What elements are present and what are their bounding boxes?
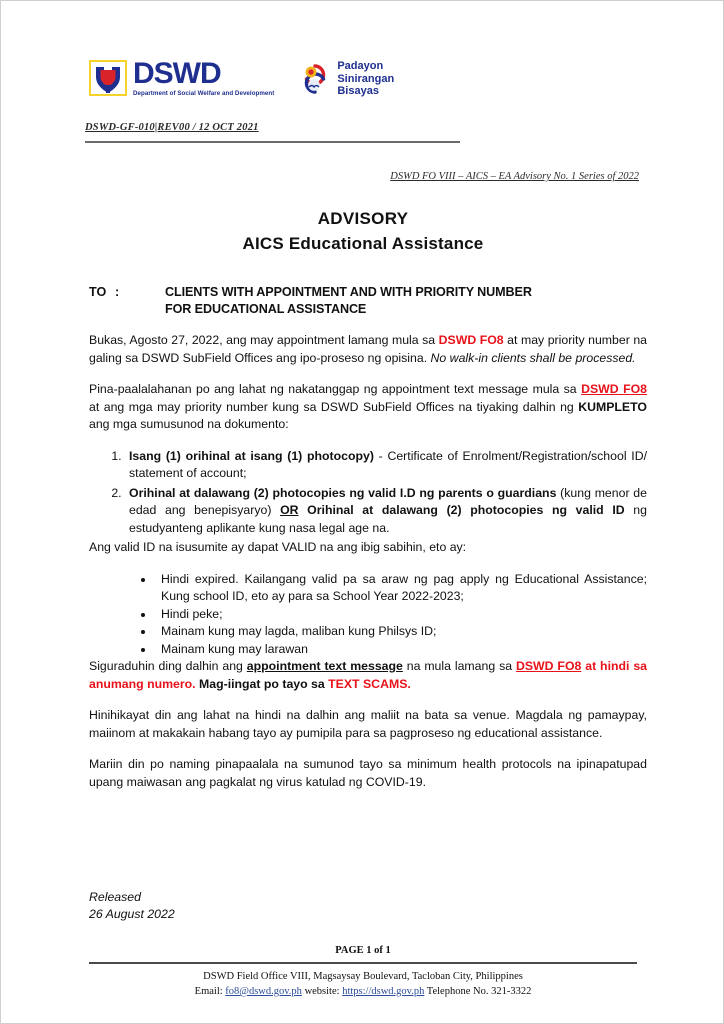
list-item: • Mainam kung may lagda, maliban kung Philsys ID; bbox=[155, 623, 647, 641]
dswd-subtitle-text: Department of Social Welfare and Development bbox=[133, 90, 275, 97]
doc-2-or: OR bbox=[280, 503, 299, 517]
released-block bbox=[89, 889, 175, 922]
footer-website-link[interactable]: https://dswd.gov.ph bbox=[342, 986, 425, 997]
paragraph-2 bbox=[89, 381, 647, 434]
list-item: • Mainam kung may larawan bbox=[155, 641, 647, 659]
p3-dswd-fo8-highlight: DSWD FO8 bbox=[515, 659, 582, 673]
p1-seg-1: Bukas, Agosto 27, 2022, ang may appointment lamang mula sa bbox=[89, 333, 439, 347]
released-label: Released bbox=[89, 890, 141, 904]
padayon-line-3: Bisayas bbox=[337, 85, 379, 97]
p1-seg-3: at may priority number na galing sa DSWD SubField Offices ang ipo-proseso ng opisina. bbox=[89, 333, 647, 365]
paragraph-5: Mariin din po naming pinapaalala na sumunod tayo sa minimum health protocols na ipinapatupad upang maiwasan ang pagkalat ng virus katulad ng COVID-19. bbox=[89, 757, 647, 789]
dswd-wordmark bbox=[133, 59, 274, 97]
list-item: • Hindi expired. Kailangang valid pa sa araw ng pag apply ng Educational Assistance; Kung school ID, eto ay para sa School Year 2022-2023; bbox=[155, 571, 647, 606]
p1-dswd-fo8-highlight: DSWD FO8 bbox=[438, 333, 504, 347]
valid-id-intro: Ang valid ID na isusumite ay dapat VALID na ang ibig sabihin, eto ay: bbox=[89, 540, 467, 554]
addressee-line-2: FOR EDUCATIONAL ASSISTANCE bbox=[165, 302, 367, 316]
p3-seg-1: Siguraduhin ding dalhin ang bbox=[89, 659, 247, 673]
addressee-line-1: CLIENTS WITH APPOINTMENT AND WITH PRIORITY NUMBER bbox=[165, 285, 532, 299]
p2-dswd-fo8-highlight: DSWD FO8 bbox=[581, 382, 647, 396]
footer-email-label: Email: bbox=[194, 986, 226, 997]
padayon-infinity-logo-icon bbox=[298, 62, 332, 96]
padayon-logo-text bbox=[337, 60, 394, 98]
form-code-text: DSWD-GF-010|REV00 / 12 OCT 2021 bbox=[85, 122, 259, 133]
padayon-logo bbox=[298, 60, 394, 98]
addressee-value bbox=[165, 284, 635, 318]
doc-2-rest: ng estudyanteng aplikante kung nasa legal age na. bbox=[129, 503, 647, 535]
list-item: • Hindi peke; bbox=[155, 606, 647, 624]
list-item bbox=[125, 485, 647, 538]
footer-email-link[interactable]: fo8@dswd.gov.ph bbox=[225, 986, 302, 997]
paragraph-4: Hinihikayat din ang lahat na hindi na dalhin ang maliit na bata sa venue. Magdala ng pamaypay, maiinom at makakain habang tayo ay pumipila para sa pagproseso ng educational assistance. bbox=[89, 708, 647, 740]
doc-2-bold-2: Orihinal at dalawang (2) photocopies ng valid ID bbox=[298, 503, 625, 517]
p3-text-scams-highlight: TEXT SCAMS. bbox=[328, 676, 411, 691]
header-divider bbox=[85, 141, 460, 143]
p2-seg-5: ang mga sumusunod na dokumento: bbox=[89, 417, 289, 431]
p3-bold-warning: Mag-iingat po tayo sa bbox=[195, 676, 329, 691]
p3-seg-3: na mula lamang sa bbox=[402, 659, 516, 673]
footer-telephone: Telephone No. 321-3322 bbox=[424, 986, 532, 997]
doc-2-mid: (kung menor de edad ang benepisyaryo) bbox=[129, 485, 647, 517]
document-reference-text: DSWD FO VIII – AICS – EA Advisory No. 1 Series of 2022 bbox=[390, 171, 639, 182]
addressee-label: TO bbox=[89, 285, 107, 299]
document-body bbox=[89, 332, 647, 805]
footer-contact-block bbox=[1, 969, 724, 999]
p2-seg-1: Pina-paalalahanan po ang lahat ng nakatanggap ng appointment text message mula sa bbox=[89, 382, 582, 396]
logo-row bbox=[89, 59, 649, 98]
footer-divider bbox=[89, 962, 637, 964]
p3-red-bold: at hindi sa anumang numero. bbox=[89, 659, 647, 691]
required-documents-list bbox=[89, 448, 647, 538]
doc-1-bold: Isang (1) orihinal at isang (1) photocopy) bbox=[129, 448, 374, 463]
dswd-wordmark-text: DSWD bbox=[133, 57, 221, 90]
padayon-line-1: Padayon bbox=[337, 60, 384, 72]
dswd-logo bbox=[89, 59, 274, 97]
dswd-shield-logo-icon bbox=[89, 60, 127, 96]
released-date: 26 August 2022 bbox=[89, 906, 175, 921]
list-item bbox=[125, 448, 647, 483]
addressee-colon: : bbox=[115, 285, 120, 299]
padayon-line-2: Sinirangan bbox=[337, 72, 395, 85]
p3-appointment-text-message: appointment text message bbox=[246, 659, 403, 673]
page-number: PAGE 1 of 1 bbox=[335, 945, 391, 956]
p2-kumpleto-emphasis: KUMPLETO bbox=[578, 399, 647, 414]
footer-address: DSWD Field Office VIII, Magsaysay Boulevard, Tacloban City, Philippines bbox=[203, 971, 523, 982]
page-subtitle: AICS Educational Assistance bbox=[242, 234, 484, 253]
footer-website-label: website: bbox=[301, 986, 343, 997]
addressee-block bbox=[89, 284, 649, 318]
p1-italic-note: No walk-in clients shall be processed. bbox=[430, 350, 636, 365]
paragraph-1 bbox=[89, 332, 647, 367]
paragraph-3-text-scam-warning bbox=[89, 658, 647, 693]
p2-seg-3: at ang mga may priority number kung sa DSWD SubField Offices na tiyaking dalhin ng bbox=[89, 399, 579, 414]
page-title: ADVISORY bbox=[317, 209, 409, 228]
doc-1-rest: - Certificate of Enrolment/Registration/school ID/ statement of account; bbox=[129, 448, 647, 480]
title-block bbox=[1, 209, 724, 254]
document-header bbox=[89, 59, 649, 117]
valid-id-criteria-list bbox=[127, 571, 647, 659]
footer-contact-line bbox=[1, 984, 724, 999]
doc-2-bold: Orihinal at dalawang (2) photocopies ng valid I.D ng parents o guardians bbox=[129, 485, 557, 500]
